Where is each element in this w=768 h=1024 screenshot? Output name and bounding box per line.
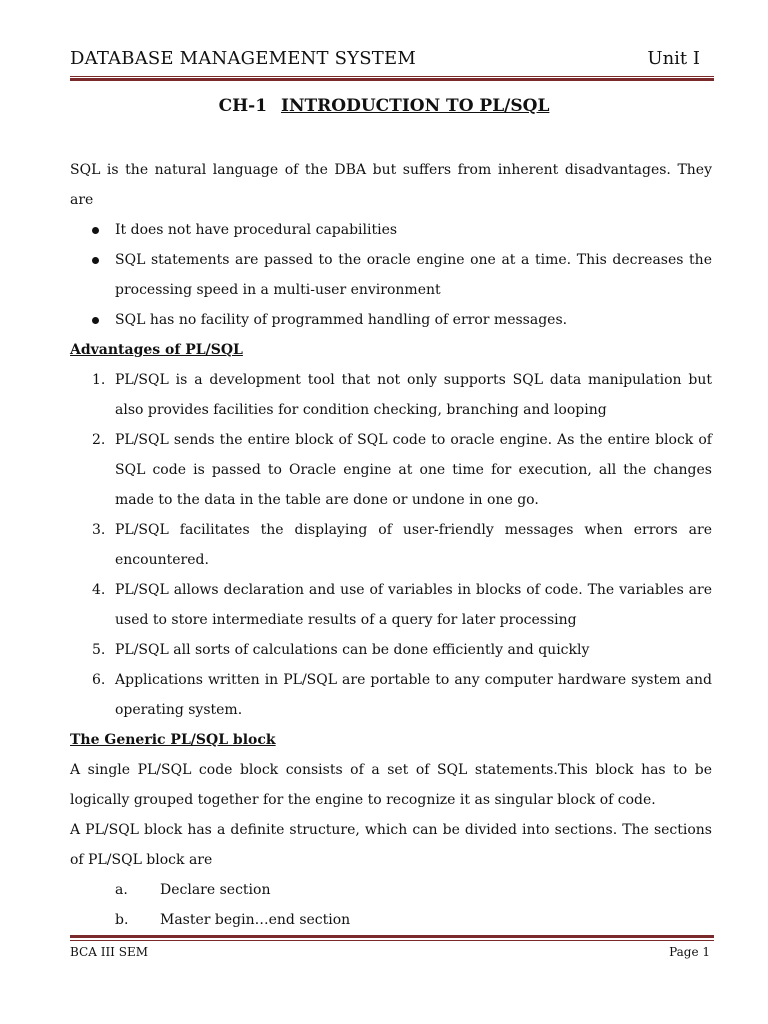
list-item: 3. PL/SQL facilitates the displaying of user-friendly messages when errors are encountered. — [92, 522, 712, 568]
intro-paragraph: SQL is the natural language of the DBA but suffers from inherent disadvantages. They are — [70, 162, 712, 208]
list-item: It does not have procedural capabilities — [70, 215, 712, 245]
list-item: a. Declare section — [115, 882, 271, 898]
document-body — [70, 155, 712, 935]
disadvantages-list — [70, 215, 712, 335]
header-rule-thin — [70, 76, 714, 77]
bullet-icon — [92, 227, 99, 234]
list-item: 1. PL/SQL is a development tool that not only supports SQL data manipulation but also provides facilities for condition checking, branching and looping — [92, 372, 712, 418]
chapter-title — [0, 96, 768, 116]
footer-rule-thin — [70, 940, 714, 941]
footer-rule-thick — [70, 935, 714, 938]
list-item: SQL statements are passed to the oracle engine one at a time. This decreases the processing speed in a multi-user environment — [70, 245, 712, 305]
advantages-heading: Advantages of PL/SQL — [70, 342, 243, 358]
footer-course: BCA III SEM — [70, 945, 149, 959]
page-header — [70, 48, 712, 72]
header-unit: Unit I — [647, 48, 700, 69]
list-item: 5. PL/SQL all sorts of calculations can be done efficiently and quickly — [92, 642, 590, 658]
chapter-heading: INTRODUCTION TO PL/SQL — [281, 96, 550, 116]
list-item: SQL has no facility of programmed handling of error messages. — [70, 305, 712, 335]
sections-list — [70, 875, 712, 935]
chapter-number: CH-1 — [218, 96, 268, 116]
list-item: 6. Applications written in PL/SQL are portable to any computer hardware system and operating system. — [92, 672, 712, 718]
header-title: DATABASE MANAGEMENT SYSTEM — [70, 48, 416, 69]
footer-page-number: Page 1 — [669, 945, 710, 959]
generic-block-heading: The Generic PL/SQL block — [70, 732, 276, 748]
generic-paragraph-1: A single PL/SQL code block consists of a set of SQL statements.This block has to be logically grouped together for the engine to recognize it as singular block of code. — [70, 762, 712, 808]
list-item: 4. PL/SQL allows declaration and use of variables in blocks of code. The variables are used to store intermediate results of a query for later processing — [92, 582, 712, 628]
list-item: b. Master begin…end section — [115, 912, 351, 928]
list-item: 2. PL/SQL sends the entire block of SQL code to oracle engine. As the entire block of SQL code is passed to Oracle engine at one time for execution, all the changes made to the data in the table are done or undone in one go. — [92, 432, 712, 508]
generic-paragraph-2: A PL/SQL block has a definite structure, which can be divided into sections. The sections of PL/SQL block are — [70, 822, 712, 868]
bullet-icon — [92, 257, 99, 264]
bullet-icon — [92, 317, 99, 324]
advantages-list — [70, 365, 712, 725]
header-rule-thick — [70, 78, 714, 81]
